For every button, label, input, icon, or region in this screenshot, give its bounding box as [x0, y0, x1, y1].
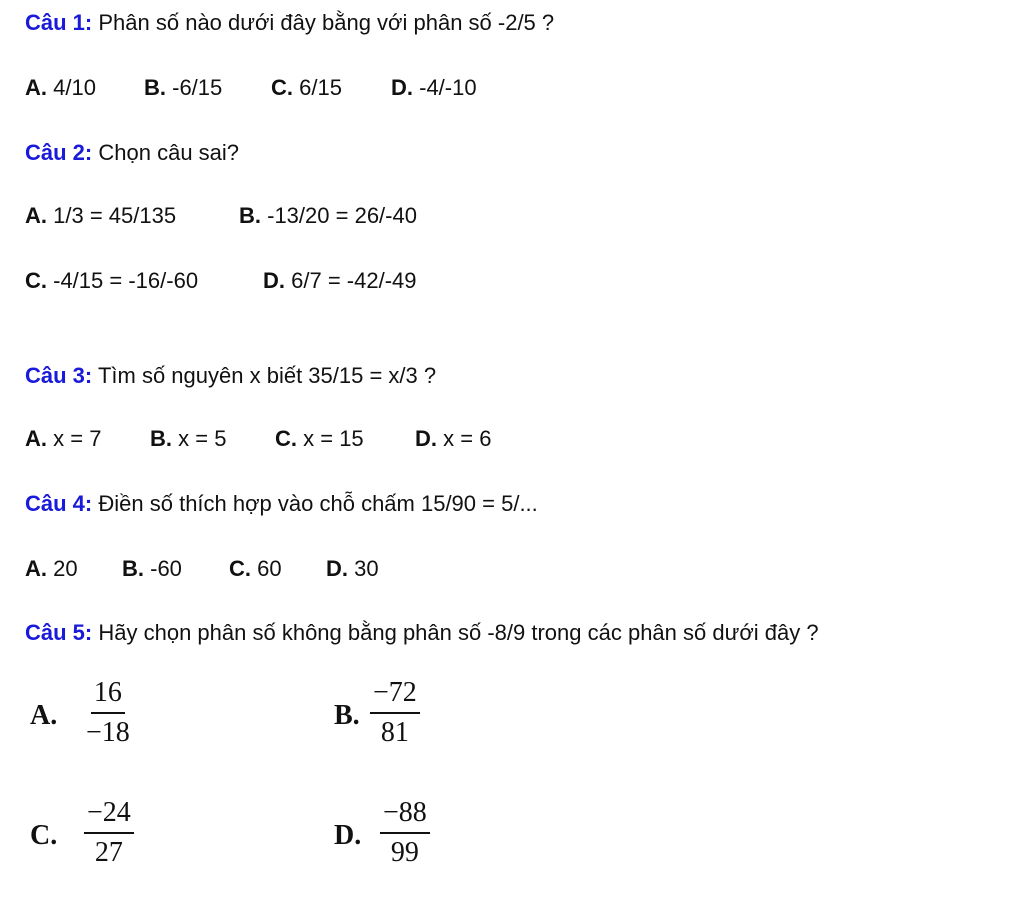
q4-option-b[interactable]: B. -60 [122, 556, 182, 581]
q5-option-b[interactable] [334, 676, 484, 766]
q5-option-a[interactable] [30, 676, 180, 766]
q5-option-d-numerator: −88 [380, 796, 430, 834]
question-4-text: Điền số thích hợp vào chỗ chấm 15/90 = 5/... [98, 491, 538, 516]
q1-option-b[interactable]: B. -6/15 [144, 75, 223, 100]
q5-option-d-letter: D. [334, 820, 362, 851]
q5-option-c[interactable] [30, 796, 180, 886]
q3-option-c[interactable]: C. x = 15 [275, 426, 364, 451]
q1-option-c[interactable]: C. 6/15 [271, 75, 342, 100]
question-1-text: Phân số nào dưới đây bằng với phân số -2/5 ? [98, 10, 555, 35]
question-5-text: Hãy chọn phân số không bằng phân số -8/9 trong các phân số dưới đây ? [98, 620, 819, 645]
question-5-label: Câu 5: [25, 620, 93, 645]
q5-option-a-fraction [86, 676, 130, 750]
q4-option-a[interactable]: A. 20 [25, 556, 78, 581]
q2-option-d[interactable]: D. 6/7 = -42/-49 [263, 268, 417, 293]
q5-option-d-fraction [380, 796, 430, 870]
q2-option-c[interactable]: C. -4/15 = -16/-60 [25, 268, 199, 293]
q5-option-c-denominator: 27 [94, 837, 123, 868]
question-3 [25, 362, 436, 390]
q5-option-a-numerator: 16 [91, 676, 125, 714]
q5-option-c-letter: C. [30, 820, 58, 851]
q3-option-d[interactable]: D. x = 6 [415, 426, 492, 451]
q1-option-a[interactable]: A. 4/10 [25, 75, 96, 100]
q2-option-b[interactable]: B. -13/20 = 26/-40 [239, 203, 417, 228]
question-2-text: Chọn câu sai? [98, 140, 240, 165]
question-1 [25, 9, 554, 37]
q2-option-a[interactable]: A. 1/3 = 45/135 [25, 203, 177, 228]
question-2-label: Câu 2: [25, 140, 93, 165]
question-4-label: Câu 4: [25, 491, 93, 516]
question-3-text: Tìm số nguyên x biết 35/15 = x/3 ? [97, 363, 437, 388]
q1-option-d[interactable]: D. -4/-10 [391, 75, 477, 100]
q5-option-b-fraction [370, 676, 420, 750]
q4-option-d[interactable]: D. 30 [326, 556, 379, 581]
q5-option-d[interactable] [334, 796, 484, 886]
q5-option-a-denominator: −18 [86, 717, 130, 748]
question-5 [25, 619, 819, 647]
q3-option-a[interactable]: A. x = 7 [25, 426, 102, 451]
q5-option-a-letter: A. [30, 700, 58, 731]
question-1-label: Câu 1: [25, 10, 93, 35]
q5-option-c-numerator: −24 [84, 796, 134, 834]
question-3-label: Câu 3: [25, 363, 93, 388]
q5-option-b-denominator: 81 [380, 717, 409, 748]
q4-option-c[interactable]: C. 60 [229, 556, 282, 581]
q5-option-c-fraction [84, 796, 134, 870]
q5-option-d-denominator: 99 [390, 837, 419, 868]
q5-option-b-letter: B. [334, 700, 360, 731]
question-4 [25, 490, 538, 518]
q5-option-b-numerator: −72 [370, 676, 420, 714]
question-2 [25, 139, 239, 167]
q3-option-b[interactable]: B. x = 5 [150, 426, 227, 451]
